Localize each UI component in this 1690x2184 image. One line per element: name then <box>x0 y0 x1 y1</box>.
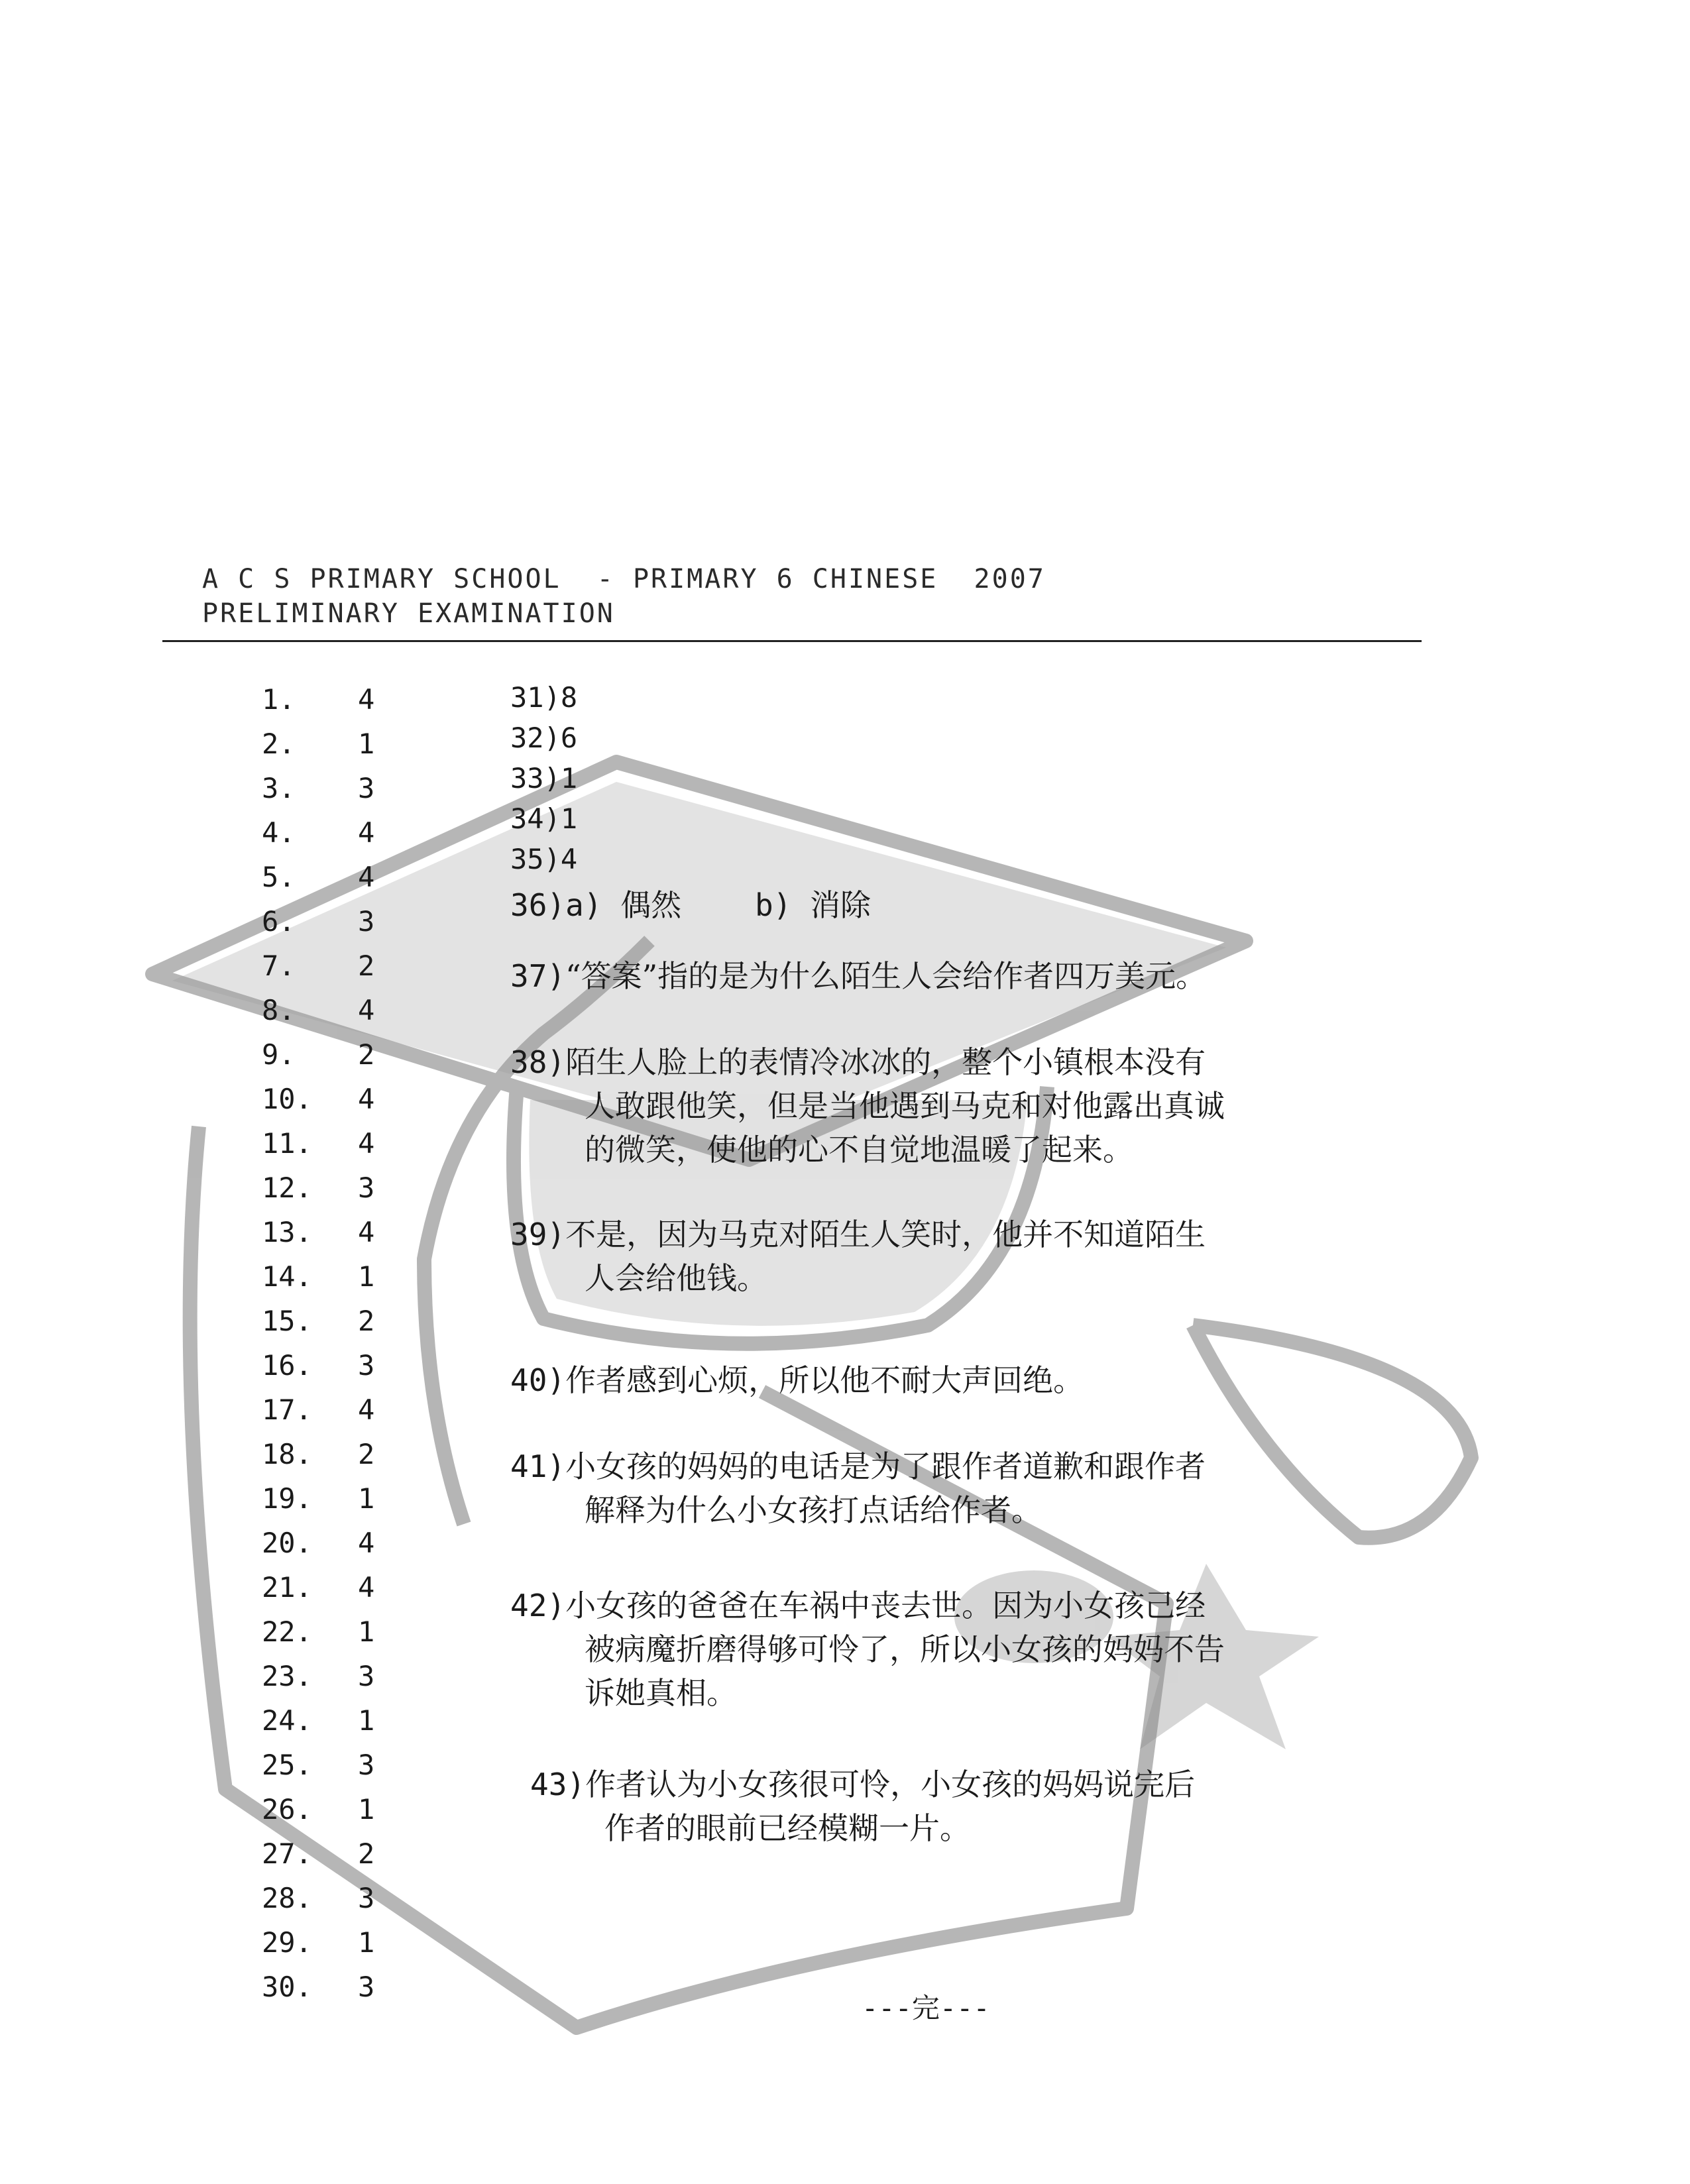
answer-40: 40)作者感到心烦，所以他不耐大声回绝。 <box>510 1362 1084 1398</box>
mcq-item: 6. 3 <box>262 905 375 938</box>
header-exam-line: PRELIMINARY EXAMINATION <box>202 598 615 629</box>
mcq-item: 21. 4 <box>262 1571 375 1604</box>
answer-42: 42)小女孩的爸爸在车祸中丧去世。因为小女孩己经 被病魔折磨得够可怜了，所以小女孩的妈妈不告 诉她真相。 <box>510 1588 1225 1711</box>
header-divider <box>162 640 1422 642</box>
mcq-item: 1. 4 <box>262 683 375 716</box>
mcq-item: 22. 1 <box>262 1615 375 1648</box>
mcq-item: 2. 1 <box>262 728 375 760</box>
mcq-item: 18. 2 <box>262 1438 375 1470</box>
mcq-item: 8. 4 <box>262 994 375 1026</box>
mcq-item: 26. 1 <box>262 1793 375 1826</box>
short-answer-item: 35)4 <box>510 843 578 875</box>
answer-41: 41)小女孩的妈妈的电话是为了跟作者道歉和跟作者 解释为什么小女孩打点话给作者。 <box>510 1448 1206 1528</box>
mcq-item: 23. 3 <box>262 1660 375 1692</box>
short-answer-list <box>510 677 577 879</box>
mcq-item: 20. 4 <box>262 1527 375 1559</box>
diploma-roll <box>1193 1325 1471 1538</box>
mcq-item: 25. 3 <box>262 1749 375 1781</box>
mcq-item: 10. 4 <box>262 1083 375 1115</box>
mcq-item: 4. 4 <box>262 816 375 849</box>
mcq-item: 19. 1 <box>262 1482 375 1515</box>
mcq-item: 30. 3 <box>262 1971 375 2003</box>
short-answer-item: 34)1 <box>510 802 578 835</box>
mcq-item: 16. 3 <box>262 1349 375 1382</box>
end-mark: ---完--- <box>862 1992 990 2024</box>
answer-39: 39)不是，因为马克对陌生人笑时，他并不知道陌生 人会给他钱。 <box>510 1217 1206 1296</box>
short-answer-item: 31)8 <box>510 681 578 714</box>
mcq-item: 14. 1 <box>262 1260 375 1293</box>
header-school-line: A C S PRIMARY SCHOOL - PRIMARY 6 CHINESE 2007 <box>202 564 1046 594</box>
mcq-item: 17. 4 <box>262 1393 375 1426</box>
mcq-answer-list <box>262 677 374 2009</box>
mcq-item: 29. 1 <box>262 1926 375 1959</box>
mcq-item: 7. 2 <box>262 950 375 982</box>
short-answer-item: 32)6 <box>510 722 578 754</box>
answer-43: 43)作者认为小女孩很可怜，小女孩的妈妈说完后 作者的眼前已经模糊一片。 <box>530 1767 1196 1846</box>
mcq-item: 28. 3 <box>262 1882 375 1914</box>
mcq-item: 27. 2 <box>262 1837 375 1870</box>
mcq-item: 9. 2 <box>262 1038 375 1071</box>
document-header <box>202 562 1046 631</box>
mcq-item: 5. 4 <box>262 861 375 893</box>
mcq-item: 24. 1 <box>262 1704 375 1737</box>
mcq-item: 11. 4 <box>262 1127 375 1160</box>
mcq-item: 13. 4 <box>262 1216 375 1248</box>
short-answer-item: 33)1 <box>510 762 578 794</box>
mcq-item: 15. 2 <box>262 1305 375 1337</box>
answer-38: 38)陌生人脸上的表情冷冰冰的，整个小镇根本没有 人敢跟他笑，但是当他遇到马克和对他露出真诚 的微笑，使他的心不自觉地温暖了起来。 <box>510 1044 1225 1168</box>
answer-37: 37)“答案”指的是为什么陌生人会给作者四万美元。 <box>510 958 1207 994</box>
answer-36: 36)a) 偶然 b) 消除 <box>510 887 872 923</box>
mcq-item: 12. 3 <box>262 1172 375 1204</box>
mcq-item: 3. 3 <box>262 772 375 804</box>
